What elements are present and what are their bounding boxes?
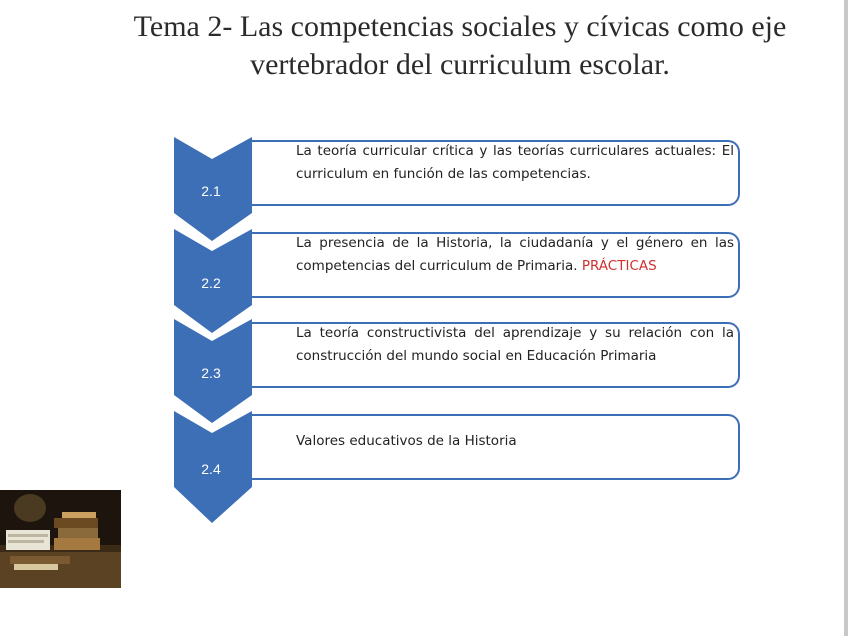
step-chevron-2-3 <box>174 319 252 423</box>
step-text: La teoría constructivista del aprendizaje y su relación con la construcción del mundo social en Educación Primaria <box>296 325 734 364</box>
step-number: 2.3 <box>201 365 221 381</box>
step-text: La presencia de la Historia, la ciudadanía y el género en las competencias del curriculum de Primaria. <box>296 235 734 274</box>
step-chevron-2-1 <box>174 137 252 241</box>
step-text-container <box>296 232 734 278</box>
title-line-1: Tema 2- Las competencias sociales y cívicas como eje <box>133 10 787 43</box>
step-chevron-2-2 <box>174 229 252 333</box>
step-box-2-1 <box>250 140 740 206</box>
step-number: 2.1 <box>201 183 221 199</box>
step-number: 2.4 <box>201 461 221 477</box>
still-life-painting-image <box>0 490 121 588</box>
practicas-highlight: PRÁCTICAS <box>581 258 657 274</box>
step-chevron-2-4 <box>174 411 252 523</box>
title-line-2: vertebrador del curriculum escolar. <box>250 48 670 81</box>
step-text: La teoría curricular crítica y las teorías curriculares actuales: El curriculum en función de las competencias. <box>296 143 734 182</box>
step-box-2-3 <box>250 322 740 388</box>
step-number: 2.2 <box>201 275 221 291</box>
slide-title <box>80 8 840 84</box>
slide-edge <box>844 0 848 636</box>
step-text: Valores educativos de la Historia <box>296 433 517 449</box>
step-box-2-2 <box>250 232 740 298</box>
step-box-2-4 <box>250 414 740 480</box>
